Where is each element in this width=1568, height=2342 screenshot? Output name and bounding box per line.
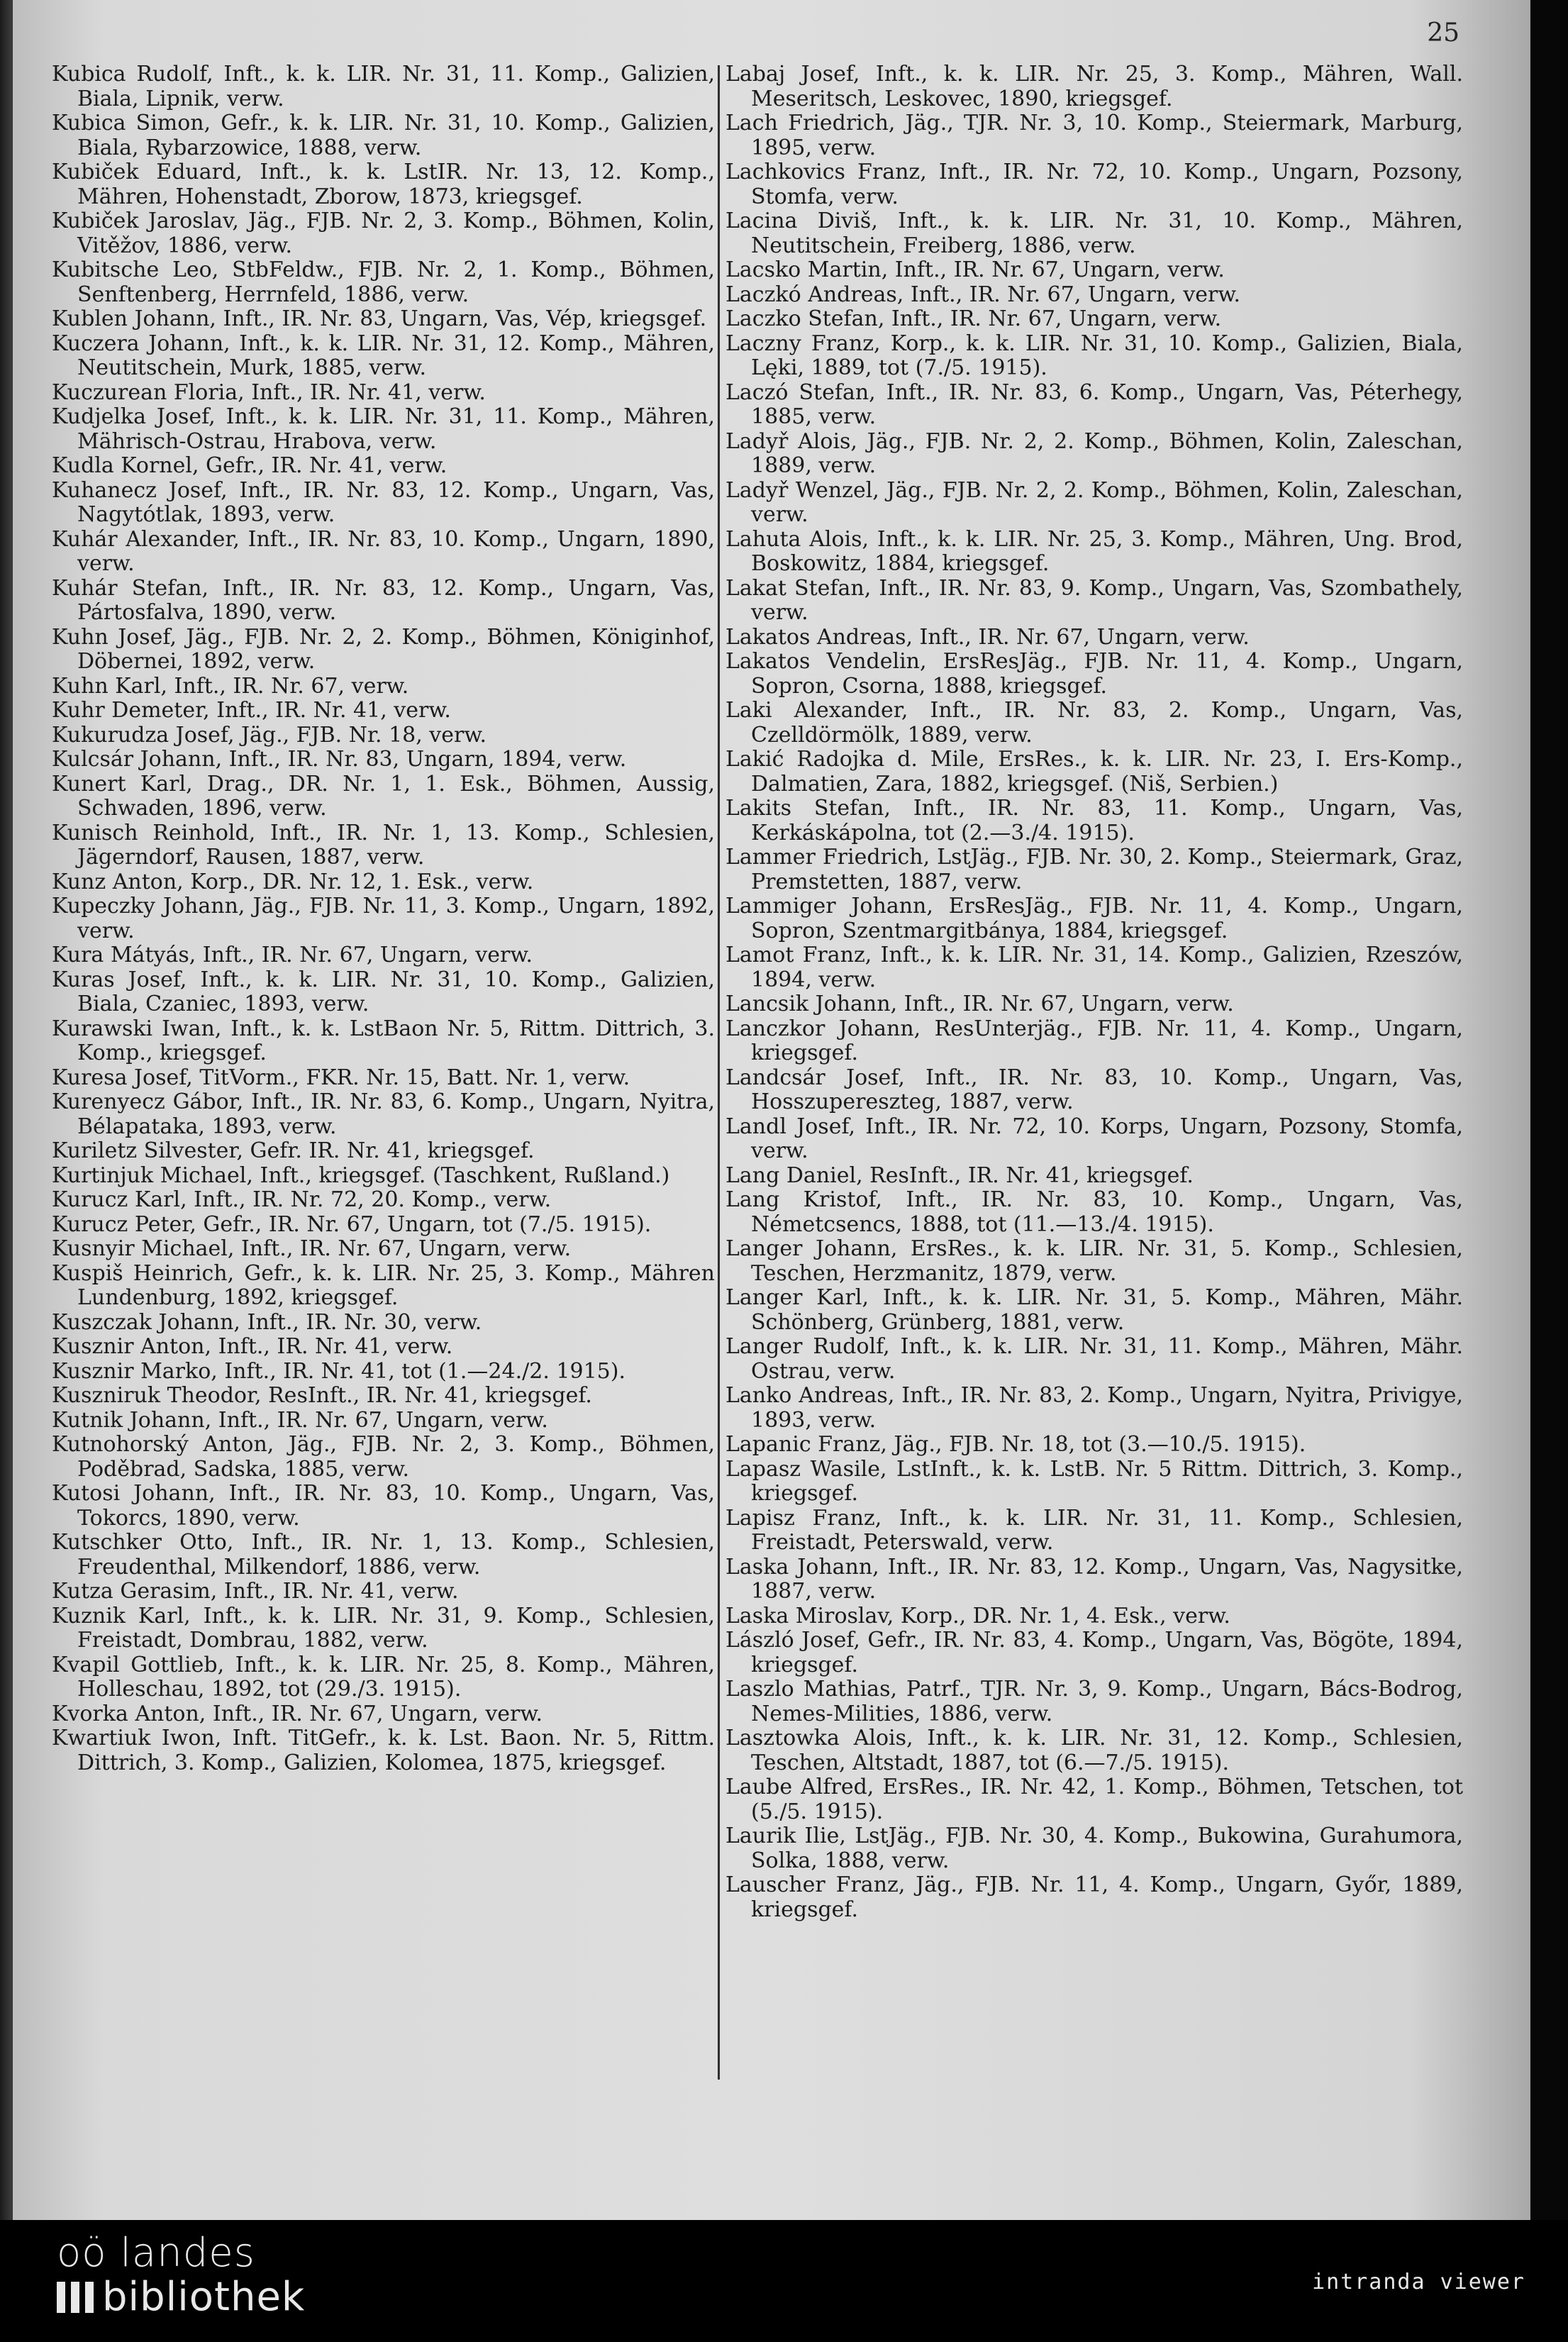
register-entry xyxy=(52,772,715,821)
register-entry xyxy=(725,1335,1463,1384)
register-entry xyxy=(52,1090,715,1139)
register-entry-text: Kuszczak Johann, Inft., IR. Nr. 30, verw. xyxy=(52,1309,482,1335)
register-entry xyxy=(725,992,1463,1017)
register-entry-text: Lanko Andreas, Inft., IR. Nr. 83, 2. Komp., Ungarn, Nyitra, Privigye, 1893, verw. xyxy=(725,1383,1463,1433)
register-entry-text: László Josef, Gefr., IR. Nr. 83, 4. Komp., Ungarn, Vas, Bögöte, 1894, kriegsgef. xyxy=(725,1628,1463,1677)
register-entry-text: Laczó Stefan, Inft., IR. Nr. 83, 6. Komp., Ungarn, Vas, Péterhegy, 1885, verw. xyxy=(725,379,1463,429)
register-entry xyxy=(52,1409,715,1433)
register-entry xyxy=(52,968,715,1017)
register-entry-text: Lapisz Franz, Inft., k. k. LIR. Nr. 31, 11. Komp., Schlesien, Freistadt, Peterswald, verw. xyxy=(725,1505,1463,1555)
logo-line-2: bibliothek xyxy=(102,2274,306,2320)
register-entry xyxy=(725,1726,1463,1775)
register-entry xyxy=(52,1653,715,1702)
register-entry-text: Kusznir Marko, Inft., IR. Nr. 41, tot (1.—24./2. 1915). xyxy=(52,1358,625,1384)
register-entry-text: Kuhn Karl, Inft., IR. Nr. 67, verw. xyxy=(52,673,409,699)
register-entry-text: Kurucz Peter, Gefr., IR. Nr. 67, Ungarn, tot (7./5. 1915). xyxy=(52,1211,652,1237)
register-entry-text: Lammer Friedrich, LstJäg., FJB. Nr. 30, 2. Komp., Steiermark, Graz, Premstetten, 1887, verw. xyxy=(725,845,1463,894)
register-entry xyxy=(52,209,715,258)
register-entry-text: Kura Mátyás, Inft., IR. Nr. 67, Ungarn, verw. xyxy=(52,943,533,967)
register-entry-text: Kuczera Johann, Inft., k. k. LIR. Nr. 31, 12. Komp., Mähren, Neutitschein, Murk, 1885, verw. xyxy=(52,331,715,380)
register-entry xyxy=(52,332,715,381)
register-entry xyxy=(725,1677,1463,1726)
book-page xyxy=(13,0,1530,2220)
register-entry-text: Lapanic Franz, Jäg., FJB. Nr. 18, tot (3.—10./5. 1915). xyxy=(725,1432,1306,1457)
register-entry-text: Kurtinjuk Michael, Inft., kriegsgef. (Taschkent, Rußland.) xyxy=(52,1162,670,1188)
register-entry-text: Laczkó Andreas, Inft., IR. Nr. 67, Ungarn, verw. xyxy=(725,282,1241,307)
register-entry-text: Kvorka Anton, Inft., IR. Nr. 67, Ungarn, verw. xyxy=(52,1701,543,1726)
register-entry xyxy=(52,1726,715,1775)
register-entry-text: Langer Karl, Inft., k. k. LIR. Nr. 31, 5. Komp., Mähren, Mähr. Schönberg, Grünberg, 1881, verw. xyxy=(725,1285,1463,1335)
register-entry-text: Lauscher Franz, Jäg., FJB. Nr. 11, 4. Komp., Ungarn, Győr, 1889, kriegsgef. xyxy=(725,1872,1463,1922)
register-entry xyxy=(52,1580,715,1604)
column-divider xyxy=(718,65,720,2080)
register-entry xyxy=(52,307,715,332)
register-entry-text: Labaj Josef, Inft., k. k. LIR. Nr. 25, 3. Komp., Mähren, Wall. Meseritsch, Leskovec, 1890, kriegsgef. xyxy=(725,62,1463,111)
register-entry-text: Lang Daniel, ResInft., IR. Nr. 41, kriegsgef. xyxy=(725,1162,1194,1188)
register-entry-text: Kubitsche Leo, StbFeldw., FJB. Nr. 2, 1. Komp., Böhmen, Senftenberg, Herrnfeld, 1886, verw. xyxy=(52,257,715,307)
register-entry-text: Lancsik Johann, Inft., IR. Nr. 67, Ungarn, verw. xyxy=(725,992,1234,1016)
register-entry-text: Lamot Franz, Inft., k. k. LIR. Nr. 31, 14. Komp., Galizien, Rzeszów, 1894, verw. xyxy=(725,943,1463,992)
register-entry xyxy=(725,209,1463,258)
register-entry-text: Kuczurean Floria, Inft., IR. Nr. 41, verw. xyxy=(52,379,486,405)
register-entry-text: Laska Miroslav, Korp., DR. Nr. 1, 4. Esk., verw. xyxy=(725,1603,1230,1628)
register-entry xyxy=(725,430,1463,479)
register-entry-text: Kukurudza Josef, Jäg., FJB. Nr. 18, verw. xyxy=(52,722,487,748)
logo-line-2-wrapper xyxy=(57,2275,305,2319)
register-entry-text: Kunisch Reinhold, Inft., IR. Nr. 1, 13. Komp., Schlesien, Jägerndorf, Rausen, 1887, verw. xyxy=(52,820,715,870)
register-entry-text: Laczny Franz, Korp., k. k. LIR. Nr. 31, 10. Komp., Galizien, Biala, Lęki, 1889, tot (7./5. 1915). xyxy=(725,331,1463,380)
register-entry-text: Kubiček Eduard, Inft., k. k. LstIR. Nr. 13, 12. Komp., Mähren, Hohenstadt, Zborow, 1873, kriegsgef. xyxy=(52,160,715,209)
register-entry xyxy=(725,797,1463,845)
register-entry xyxy=(52,870,715,895)
register-entry-text: Lakatos Andreas, Inft., IR. Nr. 67, Ungarn, verw. xyxy=(725,624,1250,650)
register-entry-text: Lakatos Vendelin, ErsResJäg., FJB. Nr. 11, 4. Komp., Ungarn, Sopron, Csorna, 1888, kriegsgef. xyxy=(725,649,1463,699)
register-entry xyxy=(52,160,715,209)
register-entry-text: Landcsár Josef, Inft., IR. Nr. 83, 10. Komp., Ungarn, Vas, Hosszupereszteg, 1887, verw. xyxy=(725,1065,1463,1114)
register-entry xyxy=(52,405,715,454)
register-entry xyxy=(52,1213,715,1238)
register-entry xyxy=(725,748,1463,797)
register-entry-text: Lach Friedrich, Jäg., TJR. Nr. 3, 10. Komp., Steiermark, Marburg, 1895, verw. xyxy=(725,111,1463,160)
register-entry xyxy=(52,1531,715,1580)
register-entry xyxy=(725,381,1463,430)
register-entry xyxy=(52,943,715,968)
register-entry xyxy=(725,626,1463,650)
register-entry xyxy=(52,748,715,772)
right-column xyxy=(725,62,1463,1922)
register-entry-text: Lammiger Johann, ErsResJäg., FJB. Nr. 11, 4. Komp., Ungarn, Sopron, Szentmargitbánya, 1884, kriegsgef. xyxy=(725,894,1463,943)
register-entry xyxy=(725,1237,1463,1286)
register-entry xyxy=(52,1604,715,1653)
page-number: 25 xyxy=(1427,18,1459,48)
register-entry-text: Lakić Radojka d. Mile, ErsRes., k. k. LIR. Nr. 23, I. Ers-Komp., Dalmatien, Zara, 1882, kriegsgef. (Niš, Serbien.) xyxy=(725,747,1463,797)
register-entry xyxy=(725,1775,1463,1824)
register-entry-text: Kudla Kornel, Gefr., IR. Nr. 41, verw. xyxy=(52,453,447,478)
register-entry xyxy=(52,1188,715,1213)
register-entry-text: Kuhanecz Josef, Inft., IR. Nr. 83, 12. Komp., Ungarn, Vas, Nagytótlak, 1893, verw. xyxy=(52,477,715,527)
register-entry-text: Kurawski Iwan, Inft., k. k. LstBaon Nr. 5, Rittm. Dittrich, 3. Komp., kriegsgef. xyxy=(52,1016,715,1065)
viewer-label[interactable]: intranda viewer xyxy=(1312,2270,1525,2294)
register-entry xyxy=(725,528,1463,577)
register-entry-text: Laska Johann, Inft., IR. Nr. 83, 12. Komp., Ungarn, Vas, Nagysitke, 1887, verw. xyxy=(725,1554,1463,1604)
register-entry xyxy=(725,943,1463,992)
register-entry xyxy=(725,894,1463,943)
register-entry xyxy=(52,1384,715,1409)
register-entry xyxy=(52,1262,715,1311)
register-entry-text: Lachkovics Franz, Inft., IR. Nr. 72, 10. Komp., Ungarn, Pozsony, Stomfa, verw. xyxy=(725,160,1463,209)
register-entry-text: Kupeczky Johann, Jäg., FJB. Nr. 11, 3. Komp., Ungarn, 1892, verw. xyxy=(52,894,715,943)
register-entry xyxy=(725,1164,1463,1189)
register-entry-text: Lakits Stefan, Inft., IR. Nr. 83, 11. Komp., Ungarn, Vas, Kerkáskápolna, tot (2.—3./4. 1915). xyxy=(725,796,1463,845)
register-entry-text: Lang Kristof, Inft., IR. Nr. 83, 10. Komp., Ungarn, Vas, Németcsencs, 1888, tot (11.—13./4. 1915). xyxy=(725,1187,1463,1237)
register-entry-text: Kudjelka Josef, Inft., k. k. LIR. Nr. 31, 11. Komp., Mähren, Mährisch-Ostrau, Hrabova, verw. xyxy=(52,404,715,454)
register-entry xyxy=(725,1458,1463,1506)
register-entry xyxy=(725,1555,1463,1604)
library-logo[interactable] xyxy=(57,2231,305,2319)
register-entry-text: Kubiček Jaroslav, Jäg., FJB. Nr. 2, 3. Komp., Böhmen, Kolin, Vitěžov, 1886, verw. xyxy=(52,209,715,258)
register-entry xyxy=(52,1066,715,1091)
register-entry-text: Kutosi Johann, Inft., IR. Nr. 83, 10. Komp., Ungarn, Vas, Tokorcs, 1890, verw. xyxy=(52,1481,715,1531)
register-entry-text: Langer Rudolf, Inft., k. k. LIR. Nr. 31, 11. Komp., Mähren, Mähr. Ostrau, verw. xyxy=(725,1334,1463,1384)
register-entry xyxy=(52,1360,715,1384)
register-entry-text: Kuras Josef, Inft., k. k. LIR. Nr. 31, 10. Komp., Galizien, Biala, Czaniec, 1893, verw. xyxy=(52,967,715,1016)
register-entry-text: Kubica Simon, Gefr., k. k. LIR. Nr. 31, 10. Komp., Galizien, Biala, Rybarzowice, 1888, verw. xyxy=(52,111,715,160)
register-entry-text: Kurucz Karl, Inft., IR. Nr. 72, 20. Komp., verw. xyxy=(52,1187,552,1212)
logo-line-1: oö landes xyxy=(57,2230,255,2276)
logo-bars-icon xyxy=(57,2282,96,2313)
register-entry xyxy=(725,650,1463,699)
register-entry-text: Lakat Stefan, Inft., IR. Nr. 83, 9. Komp., Ungarn, Vas, Szombathely, verw. xyxy=(725,575,1463,625)
register-entry-text: Kurenyecz Gábor, Inft., IR. Nr. 83, 6. Komp., Ungarn, Nyitra, Bélapataka, 1893, verw. xyxy=(52,1089,715,1139)
register-entry xyxy=(725,258,1463,283)
register-entry-text: Kutza Gerasim, Inft., IR. Nr. 41, verw. xyxy=(52,1579,459,1604)
register-entry-text: Laszlo Mathias, Patrf., TJR. Nr. 3, 9. Komp., Ungarn, Bács-Bodrog, Nemes-Milities, 1886, verw. xyxy=(725,1677,1463,1726)
register-entry xyxy=(725,1115,1463,1164)
register-entry-text: Kuznik Karl, Inft., k. k. LIR. Nr. 31, 9. Komp., Schlesien, Freistadt, Dombrau, 1882, verw. xyxy=(52,1603,715,1653)
register-entry-text: Kulcsár Johann, Inft., IR. Nr. 83, Ungarn, 1894, verw. xyxy=(52,747,627,772)
register-entry-text: Kuriletz Silvester, Gefr. IR. Nr. 41, kriegsgef. xyxy=(52,1138,535,1163)
register-entry xyxy=(725,1017,1463,1066)
register-entry xyxy=(725,1604,1463,1629)
register-entry xyxy=(52,1311,715,1336)
register-entry xyxy=(725,62,1463,111)
register-entry-text: Langer Johann, ErsRes., k. k. LIR. Nr. 31, 5. Komp., Schlesien, Teschen, Herzmanitz, 1879, verw. xyxy=(725,1236,1463,1286)
register-entry-text: Ladyř Wenzel, Jäg., FJB. Nr. 2, 2. Komp., Böhmen, Kolin, Zaleschan, verw. xyxy=(725,477,1463,527)
register-entry-text: Kubica Rudolf, Inft., k. k. LIR. Nr. 31, 11. Komp., Galizien, Biala, Lipnik, verw. xyxy=(52,62,715,111)
register-entry-text: Kwartiuk Iwon, Inft. TitGefr., k. k. Lst. Baon. Nr. 5, Rittm. Dittrich, 3. Komp., Galizien, Kolomea, 1875, kriegsgef. xyxy=(52,1726,715,1775)
register-entry xyxy=(52,675,715,699)
register-entry xyxy=(725,160,1463,209)
register-entry-text: Laczko Stefan, Inft., IR. Nr. 67, Ungarn, verw. xyxy=(725,306,1222,331)
register-entry xyxy=(725,1824,1463,1873)
register-entry-text: Kunz Anton, Korp., DR. Nr. 12, 1. Esk., verw. xyxy=(52,869,534,894)
register-entry-text: Kuresa Josef, TitVorm., FKR. Nr. 15, Batt. Nr. 1, verw. xyxy=(52,1065,630,1090)
register-entry-text: Kuszniruk Theodor, ResInft., IR. Nr. 41, kriegsgef. xyxy=(52,1383,592,1408)
register-entry-text: Landl Josef, Inft., IR. Nr. 72, 10. Korps, Ungarn, Pozsony, Stomfa, verw. xyxy=(725,1114,1463,1163)
register-entry xyxy=(52,626,715,675)
register-entry xyxy=(52,1017,715,1066)
register-entry xyxy=(725,845,1463,894)
register-entry xyxy=(52,479,715,528)
register-entry-text: Kutschker Otto, Inft., IR. Nr. 1, 13. Komp., Schlesien, Freudenthal, Milkendorf, 1886, verw. xyxy=(52,1530,715,1580)
register-entry-text: Ladyř Alois, Jäg., FJB. Nr. 2, 2. Komp., Böhmen, Kolin, Zaleschan, 1889, verw. xyxy=(725,428,1463,478)
register-entry xyxy=(52,1702,715,1727)
register-entry-text: Kuspiš Heinrich, Gefr., k. k. LIR. Nr. 25, 3. Komp., Mähren Lundenburg, 1892, kriegsgef. xyxy=(52,1260,715,1310)
register-entry-text: Laube Alfred, ErsRes., IR. Nr. 42, 1. Komp., Böhmen, Tetschen, tot (5./5. 1915). xyxy=(725,1775,1463,1824)
register-entry xyxy=(725,577,1463,626)
register-entry xyxy=(725,1384,1463,1433)
register-entry-text: Kuhn Josef, Jäg., FJB. Nr. 2, 2. Komp., Böhmen, Königinhof, Döbernei, 1892, verw. xyxy=(52,624,715,674)
register-entry-text: Kunert Karl, Drag., DR. Nr. 1, 1. Esk., Böhmen, Aussig, Schwaden, 1896, verw. xyxy=(52,771,715,821)
register-entry xyxy=(725,479,1463,528)
register-entry xyxy=(725,332,1463,381)
register-entry xyxy=(52,821,715,870)
register-entry xyxy=(725,1286,1463,1335)
register-entry-text: Laurik Ilie, LstJäg., FJB. Nr. 30, 4. Komp., Bukowina, Gurahumora, Solka, 1888, verw. xyxy=(725,1824,1463,1873)
register-entry xyxy=(725,699,1463,748)
register-entry xyxy=(52,1433,715,1482)
register-entry xyxy=(725,1628,1463,1677)
register-entry-text: Lahuta Alois, Inft., k. k. LIR. Nr. 25, 3. Komp., Mähren, Ung. Brod, Boskowitz, 1884, kriegsgef. xyxy=(725,526,1463,576)
register-entry xyxy=(52,381,715,406)
register-entry-text: Kuhr Demeter, Inft., IR. Nr. 41, verw. xyxy=(52,698,451,723)
register-entry xyxy=(52,1335,715,1360)
register-entry xyxy=(52,454,715,479)
register-entry xyxy=(52,528,715,577)
register-entry xyxy=(725,1506,1463,1555)
register-entry xyxy=(52,1482,715,1531)
register-entry-text: Lacina Diviš, Inft., k. k. LIR. Nr. 31, 10. Komp., Mähren, Neutitschein, Freiberg, 1886, verw. xyxy=(725,209,1463,258)
register-entry xyxy=(52,1164,715,1189)
register-entry-text: Kvapil Gottlieb, Inft., k. k. LIR. Nr. 25, 8. Komp., Mähren, Holleschau, 1892, tot (29./3. 1915). xyxy=(52,1652,715,1702)
register-entry xyxy=(52,1139,715,1164)
register-entry xyxy=(52,577,715,626)
register-entry-text: Kuhár Stefan, Inft., IR. Nr. 83, 12. Komp., Ungarn, Vas, Pártosfalva, 1890, verw. xyxy=(52,575,715,625)
register-entry xyxy=(725,1188,1463,1237)
register-entry-text: Kusnyir Michael, Inft., IR. Nr. 67, Ungarn, verw. xyxy=(52,1236,572,1261)
register-entry xyxy=(725,307,1463,332)
register-entry-text: Kutnohorský Anton, Jäg., FJB. Nr. 2, 3. Komp., Böhmen, Poděbrad, Sadska, 1885, verw. xyxy=(52,1432,715,1482)
register-entry xyxy=(52,62,715,111)
register-entry-text: Kusznir Anton, Inft., IR. Nr. 41, verw. xyxy=(52,1334,453,1359)
register-entry xyxy=(725,1873,1463,1922)
register-entry-text: Kublen Johann, Inft., IR. Nr. 83, Ungarn, Vas, Vép, kriegsgef. xyxy=(52,306,707,331)
register-entry xyxy=(725,111,1463,160)
register-entry xyxy=(52,111,715,160)
register-entry xyxy=(52,258,715,307)
register-entry xyxy=(52,723,715,748)
register-entry xyxy=(725,1066,1463,1115)
register-entry xyxy=(725,283,1463,308)
register-entry-text: Kuhár Alexander, Inft., IR. Nr. 83, 10. Komp., Ungarn, 1890, verw. xyxy=(52,526,715,576)
left-column xyxy=(52,62,715,1775)
register-entry-text: Kutnik Johann, Inft., IR. Nr. 67, Ungarn, verw. xyxy=(52,1407,548,1433)
register-entry xyxy=(52,1237,715,1262)
register-entry-text: Lapasz Wasile, LstInft., k. k. LstB. Nr. 5 Rittm. Dittrich, 3. Komp., kriegsgef. xyxy=(725,1456,1463,1506)
register-entry-text: Lanczkor Johann, ResUnterjäg., FJB. Nr. 11, 4. Komp., Ungarn, kriegsgef. xyxy=(725,1016,1463,1065)
register-entry-text: Laki Alexander, Inft., IR. Nr. 83, 2. Komp., Ungarn, Vas, Czelldörmölk, 1889, verw. xyxy=(725,698,1463,748)
register-entry-text: Lasztowka Alois, Inft., k. k. LIR. Nr. 31, 12. Komp., Schlesien, Teschen, Altstadt, 1887, tot (6.—7./5. 1915). xyxy=(725,1726,1463,1775)
register-entry-text: Lacsko Martin, Inft., IR. Nr. 67, Ungarn, verw. xyxy=(725,257,1225,282)
register-entry xyxy=(725,1433,1463,1458)
register-entry xyxy=(52,699,715,723)
register-entry xyxy=(52,894,715,943)
